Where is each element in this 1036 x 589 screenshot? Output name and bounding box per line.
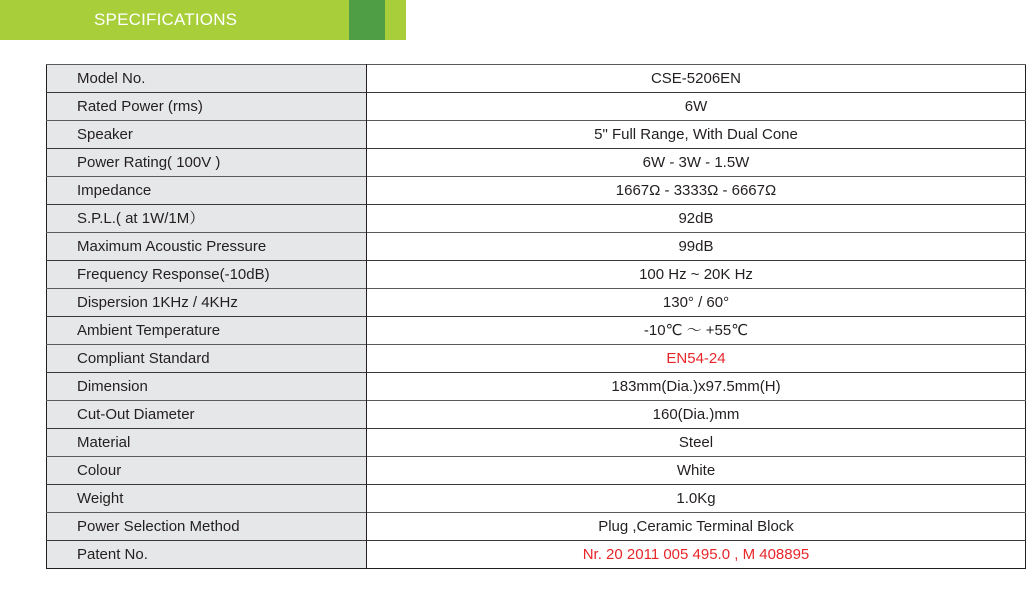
- spec-label-weight: Weight: [47, 485, 367, 513]
- spec-value-model-no: CSE-5206EN: [367, 65, 1026, 93]
- spec-label-model-no: Model No.: [47, 65, 367, 93]
- spec-value-power-selection-method: Plug ,Ceramic Terminal Block: [367, 513, 1026, 541]
- spec-value-dispersion: 130° / 60°: [367, 289, 1026, 317]
- spec-label-material: Material: [47, 429, 367, 457]
- table-row: [47, 317, 1026, 345]
- spec-value-rated-power: 6W: [367, 93, 1026, 121]
- spec-value-impedance: 1667Ω - 3333Ω - 6667Ω: [367, 177, 1026, 205]
- spec-value-spl: 92dB: [367, 205, 1026, 233]
- table-row: [47, 345, 1026, 373]
- table-row: [47, 65, 1026, 93]
- specifications-table: [46, 64, 1026, 569]
- spec-label-power-rating: Power Rating( 100V ): [47, 149, 367, 177]
- table-row: [47, 121, 1026, 149]
- banner-accent-block: [349, 0, 385, 40]
- table-row: [47, 541, 1026, 569]
- table-row: [47, 485, 1026, 513]
- spec-value-speaker: 5" Full Range, With Dual Cone: [367, 121, 1026, 149]
- spec-value-colour: White: [367, 457, 1026, 485]
- spec-value-weight: 1.0Kg: [367, 485, 1026, 513]
- spec-value-dimension: 183mm(Dia.)x97.5mm(H): [367, 373, 1026, 401]
- spec-value-ambient-temperature: -10℃ ～ +55℃: [367, 317, 1026, 345]
- table-row: [47, 149, 1026, 177]
- table-row: [47, 261, 1026, 289]
- spec-value-patent-no: Nr. 20 2011 005 495.0 , M 408895: [367, 541, 1026, 569]
- spec-value-frequency-response: 100 Hz ~ 20K Hz: [367, 261, 1026, 289]
- table-row: [47, 513, 1026, 541]
- spec-label-patent-no: Patent No.: [47, 541, 367, 569]
- spec-label-compliant-standard: Compliant Standard: [47, 345, 367, 373]
- table-row: [47, 289, 1026, 317]
- spec-label-max-acoustic-pressure: Maximum Acoustic Pressure: [47, 233, 367, 261]
- table-row: [47, 205, 1026, 233]
- spec-value-compliant-standard: EN54-24: [367, 345, 1026, 373]
- spec-label-dimension: Dimension: [47, 373, 367, 401]
- specifications-banner: [0, 0, 406, 40]
- table-row: [47, 373, 1026, 401]
- table-row: [47, 401, 1026, 429]
- table-row: [47, 457, 1026, 485]
- table-row: [47, 177, 1026, 205]
- spec-label-power-selection-method: Power Selection Method: [47, 513, 367, 541]
- table-row: [47, 429, 1026, 457]
- spec-label-ambient-temperature: Ambient Temperature: [47, 317, 367, 345]
- spec-value-material: Steel: [367, 429, 1026, 457]
- spec-label-cut-out-diameter: Cut-Out Diameter: [47, 401, 367, 429]
- spec-label-colour: Colour: [47, 457, 367, 485]
- table-row: [47, 93, 1026, 121]
- spec-label-impedance: Impedance: [47, 177, 367, 205]
- spec-value-power-rating: 6W - 3W - 1.5W: [367, 149, 1026, 177]
- spec-label-speaker: Speaker: [47, 121, 367, 149]
- spec-label-frequency-response: Frequency Response(-10dB): [47, 261, 367, 289]
- spec-label-spl: S.P.L.( at 1W/1M）: [47, 205, 367, 233]
- spec-value-max-acoustic-pressure: 99dB: [367, 233, 1026, 261]
- section-title: SPECIFICATIONS: [94, 10, 238, 29]
- spec-label-rated-power: Rated Power (rms): [47, 93, 367, 121]
- spec-value-cut-out-diameter: 160(Dia.)mm: [367, 401, 1026, 429]
- table-row: [47, 233, 1026, 261]
- spec-label-dispersion: Dispersion 1KHz / 4KHz: [47, 289, 367, 317]
